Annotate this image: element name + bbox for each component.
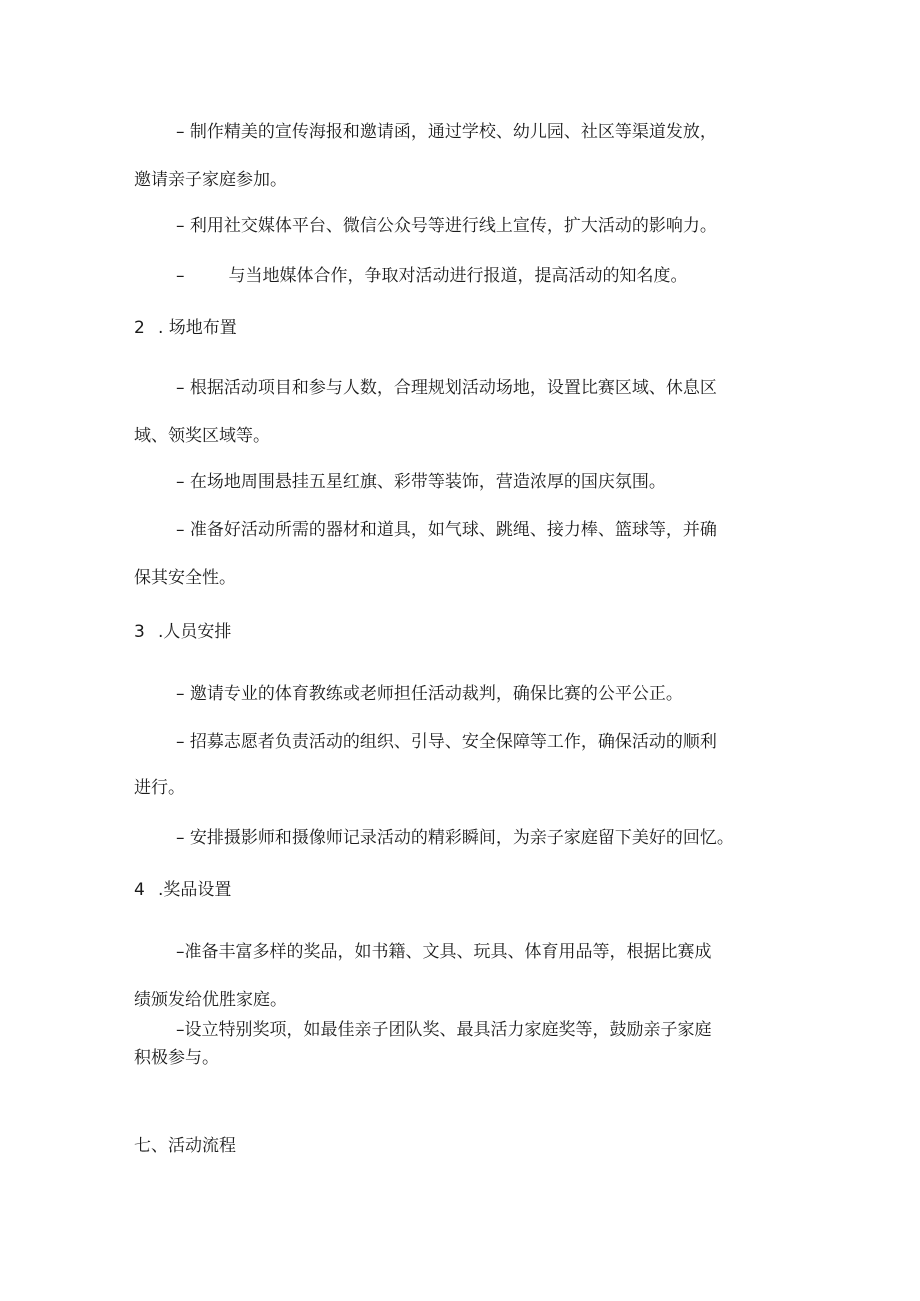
- bullet-line: – 在场地周围悬挂五星红旗、彩带等装饰，营造浓厚的国庆氛围。: [176, 472, 666, 492]
- bullet-line-continuation: 域、领奖区域等。: [134, 426, 270, 446]
- bullet-line-continuation: 保其安全性。: [134, 568, 236, 588]
- bullet-line-continuation: 邀请亲子家庭参加。: [134, 170, 287, 190]
- bullet-line-continuation: 绩颁发给优胜家庭。: [134, 990, 287, 1010]
- bullet-line: – 制作精美的宣传海报和邀请函，通过学校、幼儿园、社区等渠道发放，: [176, 122, 717, 142]
- section-title: .人员安排: [158, 622, 232, 642]
- bullet-line: – 准备好活动所需的器材和道具，如气球、跳绳、接力棒、篮球等，并确: [176, 520, 717, 540]
- section-number: 3: [134, 622, 145, 642]
- bullet-line: – 邀请专业的体育教练或老师担任活动裁判，确保比赛的公平公正。: [176, 684, 683, 704]
- bullet-line: – 招募志愿者负责活动的组织、引导、安全保障等工作，确保活动的顺利: [176, 732, 717, 752]
- section-title: . 场地布置: [158, 318, 237, 338]
- bullet-line: – 根据活动项目和参与人数，合理规划活动场地，设置比赛区域、休息区: [176, 378, 717, 398]
- section-heading-staff: [134, 620, 231, 644]
- bullet-dash: –: [176, 266, 185, 286]
- section-heading-venue: [134, 316, 237, 340]
- bullet-text: 与当地媒体合作，争取对活动进行报道，提高活动的知名度。: [228, 266, 688, 286]
- bullet-line-continuation: 积极参与。: [134, 1048, 219, 1068]
- bullet-line: –设立特别奖项，如最佳亲子团队奖、最具活力家庭奖等，鼓励亲子家庭: [176, 1020, 712, 1040]
- bullet-line: – 安排摄影师和摄像师记录活动的精彩瞬间，为亲子家庭留下美好的回忆。: [176, 828, 734, 848]
- bullet-line: – 利用社交媒体平台、微信公众号等进行线上宣传，扩大活动的影响力。: [176, 216, 717, 236]
- bullet-line-continuation: 进行。: [134, 778, 185, 798]
- bullet-line: –准备丰富多样的奖品，如书籍、文具、玩具、体育用品等，根据比赛成: [176, 942, 712, 962]
- section-number: 2: [134, 318, 145, 338]
- section-number: 4: [134, 880, 145, 900]
- section-heading-prizes: [134, 878, 231, 902]
- section-title: .奖品设置: [158, 880, 232, 900]
- bullet-line: [176, 264, 688, 288]
- chapter-heading: 七、活动流程: [134, 1136, 236, 1156]
